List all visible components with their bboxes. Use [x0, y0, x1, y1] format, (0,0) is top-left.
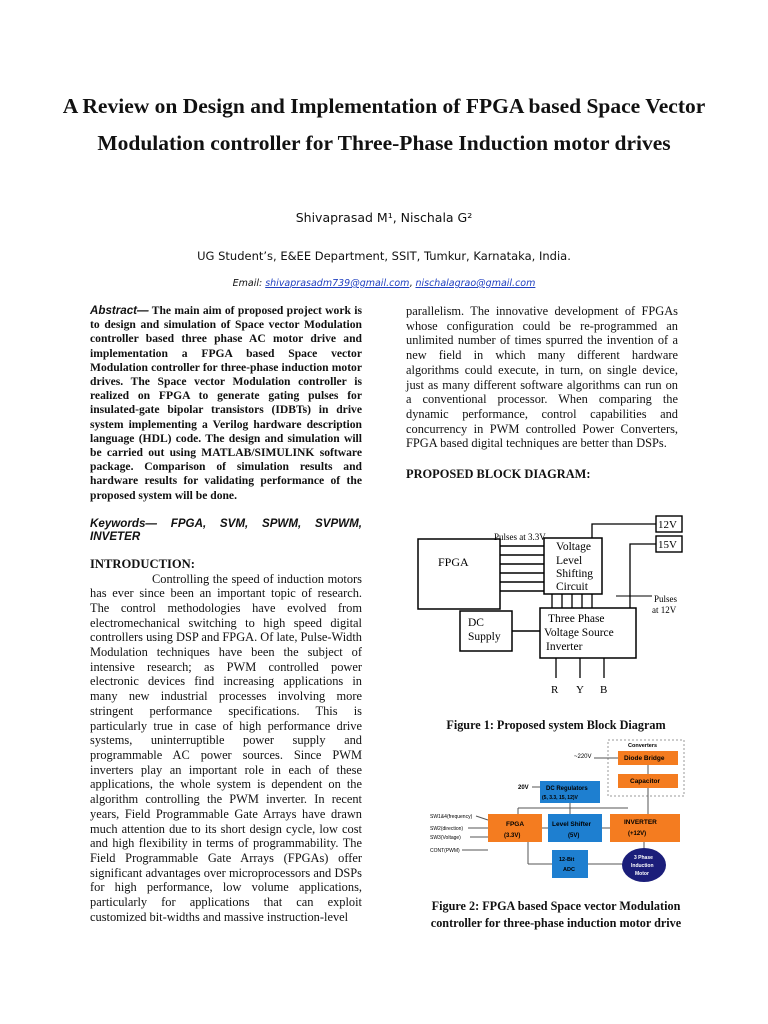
fpga-block — [418, 539, 500, 609]
pulses-33v-label: Pulses at 3.3V — [494, 532, 546, 542]
fpga-voltage: (3.3V) — [504, 833, 521, 839]
keywords — [90, 517, 362, 543]
ac-220-label: ~220V — [574, 754, 592, 760]
inverter-line-1: Three Phase — [548, 613, 605, 625]
dc-label-1: DC — [468, 617, 484, 629]
phase-y-label: Y — [576, 684, 584, 696]
adc-label-1: 12-Bit — [559, 857, 575, 863]
motor-label-1: 3 Phase — [634, 855, 653, 861]
email-link-1[interactable]: shivaprasadm739@gmail.com — [265, 278, 410, 289]
motor-label-3: Motor — [635, 871, 649, 877]
left-column — [90, 304, 362, 924]
12v-label: 12V — [658, 519, 677, 531]
vls-line-4: Circuit — [556, 581, 588, 593]
capacitor-label: Capacitor — [630, 778, 660, 785]
motor-label-2: Induction — [631, 863, 654, 869]
phase-b-label: B — [600, 684, 608, 696]
pulses-12v-label-1: Pulses — [654, 594, 678, 604]
inverter-line-2: Voltage Source — [544, 627, 614, 639]
block-diagram-heading: PROPOSED BLOCK DIAGRAM: — [406, 467, 591, 482]
inverter-line-3: Inverter — [546, 641, 583, 653]
fpga-label: FPGA — [438, 555, 469, 569]
fpga-system-figure — [428, 738, 688, 888]
abstract — [90, 304, 362, 503]
email-link-2[interactable]: nischalagrao@gmail.com — [415, 278, 536, 289]
dc-regulators-values: (5, 3.3, 15, 12)V — [542, 795, 578, 801]
sw1-label: SW1&4(frequency) — [430, 814, 473, 820]
adc-block — [552, 850, 588, 878]
dc-regulators-label: DC Regulators — [546, 786, 588, 792]
introduction-text: Controlling the speed of induction motors has ever since been an important topic of research. The control methodologies have evolved from electromechanical switching to high speed digital controllers using DSP and FPGA. Of late, Pulse-Width Modulation techniques have been the subject of intensive research; as PWM controlled power electronic devices find increasing applications in many new industrial processes involving more stringent performance specifications. This is particularly true in case of high performance drive systems, uninterruptible power supply and programmable AC power sources. Since PWM inverters play an important role in each of these applications, the whole system is dependent on the algorithm controlling the PWM inverter. In recent years, Field Programmable Gate Arrays have drawn much attention due to its short design cycle, low cost and high flexibility in terms of programmability. The Field Programmable Gate Arrays (FPGAs) offer significant advantages over microprocessors and DSPs for high performance, low volume applications, particularly for applications that can exploit customized bit-widths and massive instruction-level — [90, 571, 362, 924]
fpga-label-2: FPGA — [506, 821, 525, 828]
figure-1-caption: Figure 1: Proposed system Block Diagram — [446, 718, 666, 732]
phase-r-label: R — [551, 684, 559, 696]
paper-title: A Review on Design and Implementation of FPGA based Space Vector Modulation controller for Three-Phase Induction motor drives — [62, 94, 706, 155]
affiliation: UG Student’s, E&EE Department, SSIT, Tumkur, Karnataka, India. — [197, 249, 571, 263]
adc-label-2: ADC — [563, 867, 575, 873]
abstract-text: The main aim of proposed project work is to design and simulation of Space vector Modulation controller based three phase AC motor drive and implementation a FPGA based Space vector Modulation controller for three-phase induction motor drives. The Space vector Modulation controller is realized on FPGA to generate gating pulses for insulated-gate bipolar transistors (IDBTs) in drive system implementing a Verilog hardware description language (HDL) code. The design and simulation will be carried out using MATLAB/SIMULINK software package. Comparison of simulation results and hardware results for validating performance of the proposed system will be done. — [90, 304, 362, 502]
introduction-heading: INTRODUCTION: — [90, 556, 195, 571]
cont-pwm-label: CONT(PWM) — [430, 848, 460, 854]
20v-label: 20V — [518, 785, 529, 791]
vls-line-3: Shifting — [556, 568, 594, 580]
email-line — [0, 278, 768, 289]
sw3-label: SW3(Voltage) — [430, 835, 461, 841]
keywords-text: FPGA, SVM, SPWM, SVPWM, INVETER — [90, 516, 362, 543]
pulses-12v-label-2: at 12V — [652, 605, 677, 615]
converters-label: Converters — [628, 743, 658, 749]
dc-label-2: Supply — [468, 631, 501, 643]
right-paragraph: parallelism. The innovative development of FPGAs whose configuration could be re-programmed an unlimited number of times spurred the invention of a new field in which many different hardware algorithms could execute, in turn, on single device, just as many different software algorithms can run on a conventional processor. When comparing the dynamic performance, control capabilities and concurrency in PWM controlled Power Converters, FPGA based digital techniques are better than DSPs. — [406, 304, 678, 451]
diode-bridge-label: Diode Bridge — [624, 755, 665, 762]
sw2-label: SW2(direction) — [430, 826, 464, 832]
inverter-voltage: (+12V) — [628, 831, 647, 837]
keywords-label: Keywords— — [90, 516, 158, 530]
inverter-label-2: INVERTER — [624, 819, 657, 826]
level-shifter-label: Level Shifter — [552, 821, 592, 828]
block-diagram-figure — [416, 512, 712, 702]
email-label: Email: — [232, 278, 263, 289]
level-shifter-voltage: (5V) — [568, 833, 580, 839]
authors: Shivaprasad M¹, Nischala G² — [295, 210, 473, 225]
figure-2-caption: Figure 2: FPGA based Space vector Modulation controller for three-phase induction motor drive — [430, 899, 682, 930]
15v-label: 15V — [658, 539, 677, 551]
abstract-label: Abstract— — [90, 304, 149, 317]
email-separator: , — [409, 278, 413, 289]
right-column — [406, 304, 678, 482]
vls-line-1: Voltage — [556, 541, 591, 553]
vls-line-2: Level — [556, 555, 583, 567]
